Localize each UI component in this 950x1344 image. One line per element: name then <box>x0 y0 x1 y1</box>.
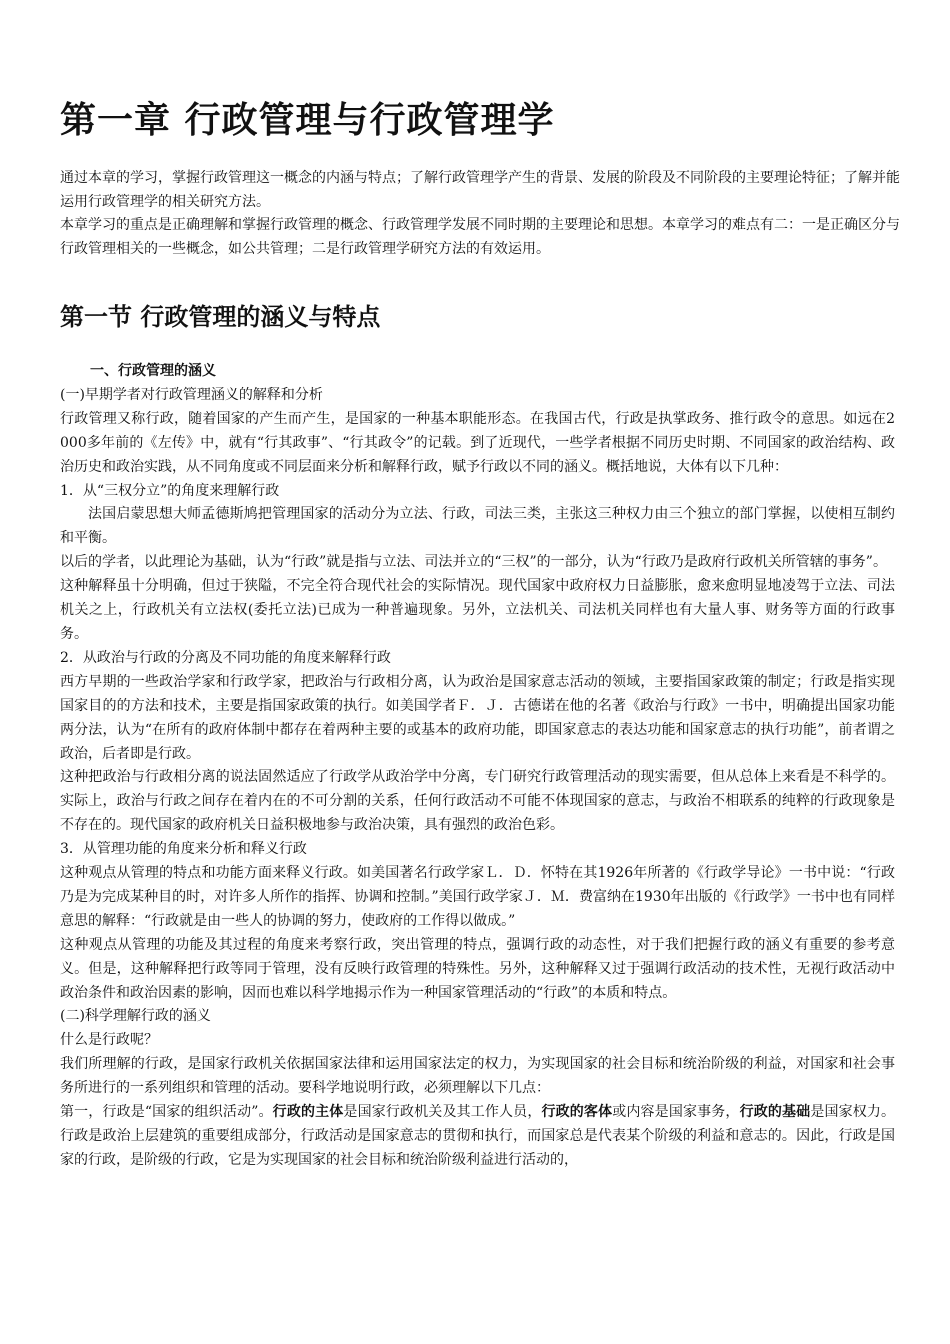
text-run: 是国家行政机关及其工作人员， <box>343 1104 542 1121</box>
paragraph: 3．从管理功能的角度来分析和释义行政 <box>60 841 307 858</box>
intro-paragraph: 通过本章的学习，掌握行政管理这一概念的内涵与特点；了解行政管理学产生的背景、发展的阶段及不同阶段的主要理论特征；了解并能运用行政管理学的相关研究方法。 <box>60 170 900 210</box>
text-run: 第一，行政是“国家的组织活动”。 <box>60 1104 273 1121</box>
subheading: 一、行政管理的涵义 <box>90 363 216 379</box>
bold-term: 行政的基础 <box>739 1104 811 1121</box>
paragraph: (二)科学理解行政的涵义 <box>60 1008 211 1025</box>
paragraph: 行政管理又称行政，随着国家的产生而产生，是国家的一种基本职能形态。在我国古代，行政是执掌政务、推行政令的意思。如远在2 000多年前的《左传》中，就有“行其政事”、“行其政令”的记载。到了近现代，一些学者根据不同历史时期、不同国家的政治结构、政治历史和政治实践，从不同角度或不同层面来分析和解释行政，赋予行政以不同的涵义。概括地说，大体有以下几种： <box>60 410 895 475</box>
intro-paragraph: 本章学习的重点是正确理解和掌握行政管理的概念、行政管理学发展不同时期的主要理论和思想。本章学习的难点有二：一是正确区分与行政管理相关的一些概念，如公共管理；二是行政管理学研究方法的有效运用。 <box>60 217 900 257</box>
bold-term: 行政的主体 <box>272 1104 344 1121</box>
paragraph: 2．从政治与行政的分离及不同功能的角度来解释行政 <box>60 649 391 666</box>
text-run: 是国家权力。行政是政治上层建筑的重要组成部分，行政活动是国家意志的贯彻和执行，而国家总是代表某个阶级的利益和意志的。因此，行政是国家的行政，是阶级的行政，它是为实现国家的社会目标和统治阶级利益进行活动的， <box>60 1104 896 1168</box>
chapter-intro <box>60 167 900 261</box>
section-title: 第一节 行政管理的涵义与特点 <box>60 303 381 331</box>
paragraph: 1．从“三权分立”的角度来理解行政 <box>60 482 280 499</box>
paragraph: 法国启蒙思想大师孟德斯鸠把管理国家的活动分为立法、行政，司法三类，主张这三种权力由三个独立的部门掌握，以使相互制约和平衡。 <box>60 506 895 547</box>
paragraph: 我们所理解的行政，是国家行政机关依据国家法律和运用国家法定的权力，为实现国家的社会目标和统治阶级的利益，对国家和社会事务所进行的一系列组织和管理的活动。要科学地说明行政，必须理解以下几点： <box>60 1056 895 1097</box>
paragraph: 西方早期的一些政治学家和行政学家，把政治与行政相分离，认为政治是国家意志活动的领域，主要指国家政策的制定；行政是指实现国家目的的方法和技术，主要是指国家政策的执行。如美国学者Ｆ．Ｊ．古德诺在他的名著《政治与行政》一书中，明确提出国家功能两分法，认为“在所有的政府体制中都存在着两种主要的或基本的政府功能，即国家意志的表达功能和国家意志的执行功能”，前者谓之政治，后者即是行政。 <box>60 673 895 762</box>
paragraph: (一)早期学者对行政管理涵义的解释和分析 <box>60 386 323 403</box>
chapter-title: 第一章 行政管理与行政管理学 <box>60 100 555 141</box>
bold-term: 行政的客体 <box>541 1104 613 1121</box>
paragraph <box>60 1101 895 1173</box>
paragraph: 这种观点从管理的特点和功能方面来释义行政。如美国著名行政学家Ｌ．Ｄ．怀特在其1926年所著的《行政学导论》一书中说：“行政乃是为完成某种目的时，对许多人所作的指挥、协调和控制。”美国行政学家Ｊ．Ｍ．费富纳在1930年出版的《行政学》一书中也有同样意思的解释：“行政就是由一些人的协调的努力，使政府的工作得以做成。” <box>60 865 895 929</box>
paragraph: 以后的学者，以此理论为基础，认为“行政”就是指与立法、司法并立的“三权”的一部分，认为“行政乃是政府行政机关所管辖的事务”。 <box>60 554 887 571</box>
text-run: 或内容是国家事务， <box>612 1104 740 1121</box>
paragraph: 这种把政治与行政相分离的说法固然适应了行政学从政治学中分离，专门研究行政管理活动的现实需要，但从总体上来看是不科学的。实际上，政治与行政之间存在着内在的不可分割的关系，任何行政活动不可能不体现国家的意志，与政治不相联系的纯粹的行政现象是不存在的。现代国家的政府机关日益积极地参与政治决策，具有强烈的政治色彩。 <box>60 769 895 834</box>
paragraph: 这种观点从管理的功能及其过程的角度来考察行政，突出管理的特点，强调行政的动态性，对于我们把握行政的涵义有重要的参考意义。但是，这种解释把行政等同于管理，没有反映行政管理的特殊性。另外，这种解释又过于强调行政活动的技术性，无视行政活动中政治条件和政治因素的影响，因而也难以科学地揭示作为一种国家管理活动的“行政”的本质和特点。 <box>60 936 895 1001</box>
section-body <box>60 360 895 1173</box>
paragraph: 这种解释虽十分明确，但过于狭隘，不完全符合现代社会的实际情况。现代国家中政府权力日益膨胀，愈来愈明显地凌驾于立法、司法机关之上，行政机关有立法权(委托立法)已成为一种普遍现象。另外，立法机关、司法机关同样也有大量人事、财务等方面的行政事务。 <box>60 578 895 642</box>
paragraph: 什么是行政呢？ <box>60 1032 158 1049</box>
